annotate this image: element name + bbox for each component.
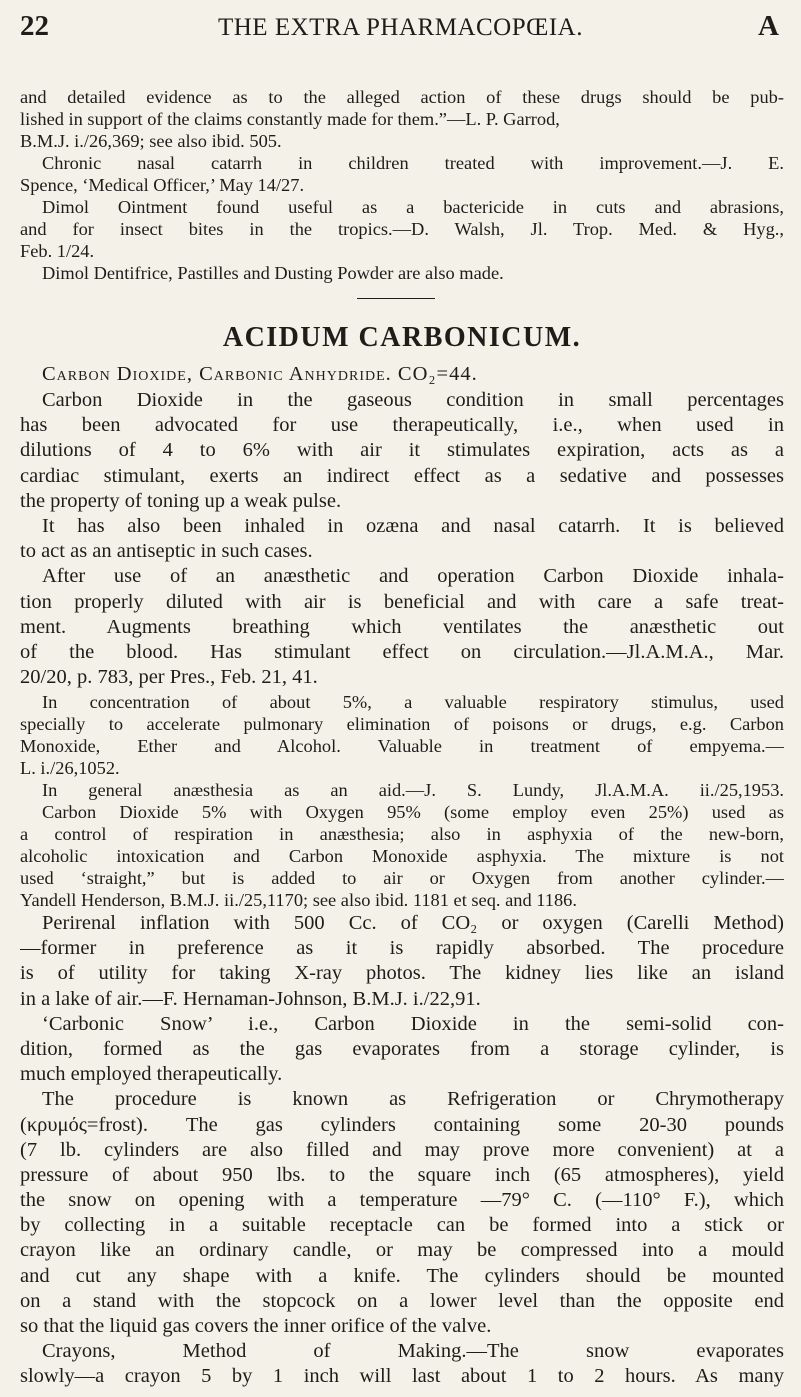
text-line: pressure of about 950 lbs. to the square inch (65 atmospheres), yield [20,1163,784,1186]
text-line: In general anæsthesia as an aid.—J. S. Lundy, Jl.A.M.A. ii./25,1953. [42,780,784,800]
text-line: specially to accelerate pulmonary elimination of poisons or drugs, e.g. Carbon [20,714,784,734]
text-line: lished in support of the claims constantly made for them.”—L. P. Garrod, [20,109,560,129]
text-line: Carbon Dioxide 5% with Oxygen 95% (some employ even 25%) used as [42,802,784,822]
text-line: Spence, ‘Medical Officer,’ May 14/27. [20,175,305,195]
body-large-2 [20,911,784,1390]
text-line: tion properly diluted with air is beneficial and with care a safe treat- [20,590,784,613]
text-line: (7 lb. cylinders are also filled and may prove more convenient) at a [20,1138,784,1161]
text-line: 20/20, p. 783, per Pres., Feb. 21, 41. [20,666,318,689]
text-line: ment. Augments breathing which ventilates the anæsthetic out [20,615,784,638]
text-line: is of utility for taking X-ray photos. The kidney lies like an island [20,962,784,985]
top-continuation [20,86,784,284]
text-line: The procedure is known as Refrigeration or Chrymotherapy [42,1088,784,1111]
page-number: 22 [20,10,49,42]
running-header [20,10,781,58]
text-line: has been advocated for use therapeutically, i.e., when used in [20,414,784,437]
body-small [20,691,784,911]
text-line: to act as an antiseptic in such cases. [20,540,313,563]
text-line: a control of respiration in anæsthesia; also in asphyxia of the new-born, [20,824,784,844]
text-line: of the blood. Has stimulant effect on circulation.—Jl.A.M.A., Mar. [20,640,784,663]
section-heading: ACIDUM CARBONICUM. [222,322,582,353]
synonyms-line: Carbon Dioxide, Carbonic Anhydride. CO₂=44. [42,363,478,385]
text-line: Dimol Ointment found useful as a bactericide in cuts and abrasions, [42,197,784,217]
text-line: Yandell Henderson, B.M.J. ii./25,1170; see also ibid. 1181 et seq. and 1186. [20,890,577,910]
text-line: Monoxide, Ether and Alcohol. Valuable in treatment of empyema.— [20,736,784,756]
text-line: and cut any shape with a knife. The cylinders should be mounted [20,1264,784,1287]
text-line: cardiac stimulant, exerts an indirect effect as a sedative and possesses [20,464,784,487]
running-title: THE EXTRA PHARMACOPŒIA. [217,14,583,41]
body-large-1 [20,388,784,690]
text-line: in a lake of air.—F. Hernaman-Johnson, B.M.J. i./22,91. [20,987,481,1010]
text-line: Chronic nasal catarrh in children treated with improvement.—J. E. [42,153,784,173]
text-line: In concentration of about 5%, a valuable respiratory stimulus, used [42,692,784,712]
text-line: slowly—a crayon 5 by 1 inch will last about 1 to 2 hours. As many [20,1365,784,1388]
text-line: and detailed evidence as to the alleged action of these drugs should be pub- [20,87,784,107]
text-line: dition, formed as the gas evaporates from a storage cylinder, is [20,1037,784,1060]
text-line: used ‘straight,” but is added to air or Oxygen from another cylinder.— [20,868,784,888]
text-line: alcoholic intoxication and Carbon Monoxide asphyxia. The mixture is not [20,846,784,866]
text-line: by collecting in a suitable receptacle can be formed into a stick or [20,1214,784,1237]
text-line: B.M.J. i./26,369; see also ibid. 505. [20,131,282,151]
separator-rule [357,298,435,299]
text-line: After use of an anæsthetic and operation Carbon Dioxide inhala- [42,565,784,588]
text-line: Crayons, Method of Making.—The snow evaporates [42,1340,784,1363]
text-line: Feb. 1/24. [20,241,95,261]
text-line: Perirenal inflation with 500 Cc. of CO₂ or oxygen (Carelli Method) [42,912,784,934]
text-line: —former in preference as it is rapidly absorbed. The procedure [20,937,784,960]
text-line: much employed therapeutically. [20,1063,283,1086]
text-line: so that the liquid gas covers the inner orifice of the valve. [20,1315,492,1337]
text-line: It has also been inhaled in ozæna and nasal catarrh. It is believed [42,514,784,537]
text-line: Carbon Dioxide in the gaseous condition in small percentages [42,389,784,411]
synonyms-block [20,362,784,387]
text-line: (κρυμός=frost). The gas cylinders containing some 20-30 pounds [20,1113,784,1136]
section-letter: A [758,10,779,42]
text-line: crayon like an ordinary candle, or may be compressed into a mould [20,1239,784,1262]
text-line: on a stand with the stopcock on a lower level than the opposite end [20,1289,784,1312]
text-line: Dimol Dentifrice, Pastilles and Dusting Powder are also made. [42,263,504,283]
text-line: the property of toning up a weak pulse. [20,489,342,512]
text-line: ‘Carbonic Snow’ i.e., Carbon Dioxide in the semi-solid con- [42,1012,784,1035]
text-line: dilutions of 4 to 6% with air it stimulates expiration, acts as a [20,439,784,462]
text-line: L. i./26,1052. [20,758,120,778]
text-line: and for insect bites in the tropics.—D. Walsh, Jl. Trop. Med. & Hyg., [20,219,784,239]
text-line: the snow on opening with a temperature —79° C. (—110° F.), which [20,1189,784,1212]
